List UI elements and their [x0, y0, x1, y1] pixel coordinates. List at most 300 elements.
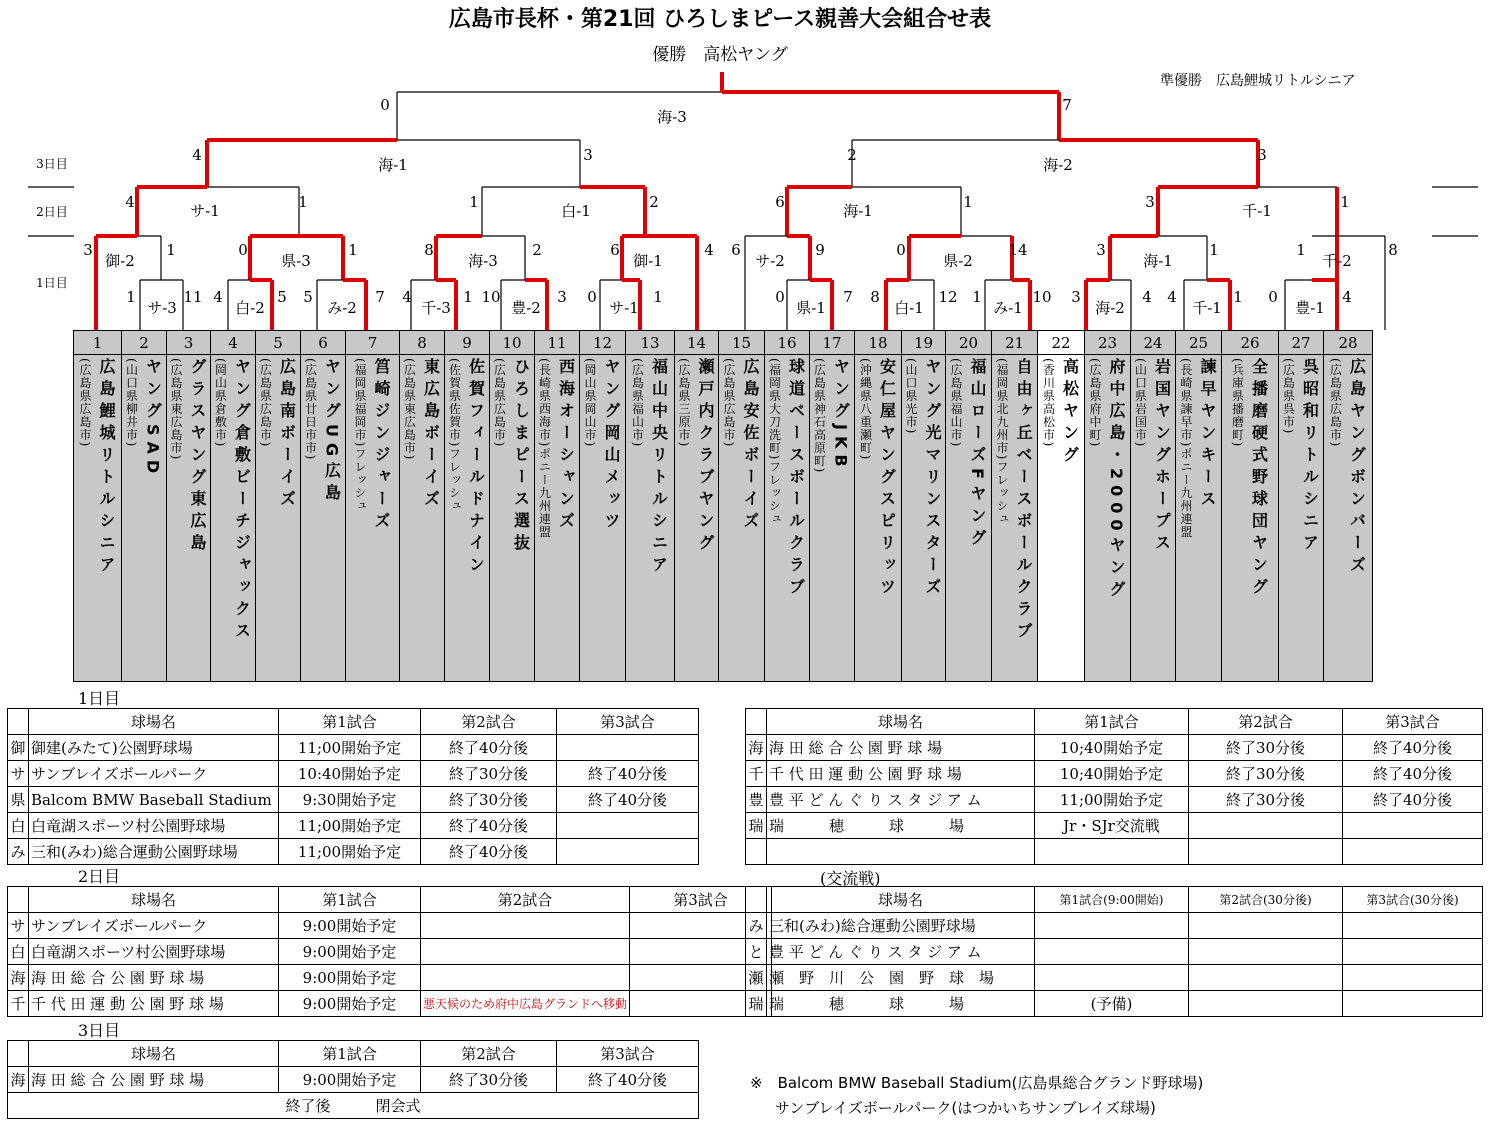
team-number: 7 [346, 331, 399, 355]
team-number: 19 [902, 331, 945, 355]
venue-code: 瑞 [746, 991, 767, 1017]
match-time: 10:40開始予定 [279, 761, 421, 787]
venue-code: 瀬 [746, 965, 767, 991]
header-cell: 第1試合 [279, 887, 421, 913]
match-time [1343, 913, 1483, 939]
score: 0 [896, 241, 906, 259]
team-cell [1279, 331, 1324, 682]
score: 1 [166, 241, 176, 259]
venue-name: 御建(みたて)公園野球場 [29, 735, 279, 761]
team-name: ヤング光マリンスターズ [923, 358, 942, 600]
team-cell [1222, 331, 1279, 682]
game-code: 海-2 [1043, 156, 1073, 174]
team-number: 28 [1324, 331, 1372, 355]
venue-code: 海 [746, 735, 767, 761]
team-location: (広島県東広島市) [402, 358, 417, 461]
game-code: 千-1 [1242, 202, 1272, 220]
header-cell: 第3試合 [1343, 709, 1483, 735]
team-number: 18 [855, 331, 901, 355]
team-cell [1176, 331, 1222, 682]
team-cell [490, 331, 535, 682]
runnerup-label: 準優勝 広島鯉城リトルシニア [1160, 73, 1356, 89]
score: 2 [649, 193, 659, 211]
venue-name: 瑞 穂 球 場 [767, 813, 1035, 839]
score: 1 [653, 288, 663, 306]
schedule-day1-right [745, 708, 1483, 865]
venue-name: 千 代 田 運 動 公 園 野 球 場 [29, 991, 279, 1017]
venue-code: サ [8, 913, 29, 939]
team-table [73, 330, 1373, 682]
match-time: 9:00開始予定 [279, 1067, 421, 1093]
team-location: (長崎県諫早市)ポニー九州連盟 [1179, 358, 1193, 539]
score: 8 [870, 288, 880, 306]
day-label-2: 2日目 [36, 205, 68, 219]
team-cell [1324, 331, 1373, 682]
score: 11 [183, 288, 203, 306]
header-cell: 球場名 [29, 709, 279, 735]
score: 7 [375, 288, 385, 306]
match-time [1343, 813, 1483, 839]
team-number: 21 [992, 331, 1037, 355]
team-cell [580, 331, 626, 682]
match-time: 終了40分後 [421, 839, 557, 865]
header-cell: 第3試合 [557, 1041, 699, 1067]
team-location: (山口県柳井市) [124, 358, 139, 448]
game-code: 県-1 [796, 299, 826, 317]
venue-name: Balcom BMW Baseball Stadium [29, 787, 279, 813]
header-cell: 第1試合 [1035, 709, 1189, 735]
score: 3 [83, 241, 93, 259]
team-location: (岡山県岡山市) [583, 358, 597, 448]
game-code: 県-3 [281, 252, 311, 270]
score: 2 [847, 146, 857, 164]
table-row [8, 991, 772, 1017]
venue-code: と [746, 939, 767, 965]
team-cell [855, 331, 902, 682]
score: 1 [348, 241, 358, 259]
team-number: 26 [1222, 331, 1278, 355]
venue-code [746, 839, 767, 865]
score: 12 [938, 288, 958, 306]
match-time: 終了40分後 [557, 1067, 699, 1093]
match-time: 終了30分後 [1189, 761, 1343, 787]
game-code: み-1 [993, 299, 1023, 317]
team-location: (福岡県福岡市)フレッシュ [353, 358, 367, 513]
match-time [421, 913, 630, 939]
score: 10 [1032, 288, 1052, 306]
score: 0 [380, 96, 390, 114]
venue-code: 海 [8, 1067, 29, 1093]
match-time [1189, 839, 1343, 865]
day2-label: 2日目 [78, 867, 121, 886]
header-cell: 第1試合(9:00開始) [1035, 887, 1189, 913]
header-cell: 第1試合 [279, 709, 421, 735]
team-cell [719, 331, 765, 682]
match-time [1343, 965, 1483, 991]
team-number: 14 [675, 331, 718, 355]
table-row [8, 965, 772, 991]
venue-code: み [8, 839, 29, 865]
match-time [1035, 913, 1189, 939]
venue-code: 千 [8, 991, 29, 1017]
day1-label: 1日目 [78, 689, 121, 708]
game-code: 海-1 [378, 156, 408, 174]
match-time: 10;40開始予定 [1035, 735, 1189, 761]
team-number: 23 [1085, 331, 1130, 355]
match-time: 10;40開始予定 [1035, 761, 1189, 787]
match-time: 終了30分後 [1189, 787, 1343, 813]
game-code: 御-2 [105, 252, 135, 270]
team-location: (広島県神石高原町) [812, 358, 827, 474]
match-time: 11;00開始予定 [279, 813, 421, 839]
team-cell [902, 331, 946, 682]
schedule-day3 [7, 1040, 699, 1119]
team-cell [256, 331, 301, 682]
header-cell: 第2試合(30分後) [1189, 887, 1343, 913]
match-time: (予備) [1035, 991, 1189, 1017]
team-name: 安仁屋ヤングスピリッツ [877, 358, 897, 600]
team-location: (広島県呉市) [1281, 358, 1296, 435]
venue-name: 瑞 穂 球 場 [767, 991, 1035, 1017]
venue-name: サンブレイズボールパーク [29, 913, 279, 939]
game-code: 海-1 [843, 202, 873, 220]
team-name: 福山ローズFヤング [968, 358, 987, 551]
team-location: (長崎県西海市)ポニー九州連盟 [537, 358, 552, 539]
team-name: 筥崎ジンジャーズ [372, 358, 391, 534]
team-cell [445, 331, 490, 682]
match-time: 終了40分後 [1343, 735, 1483, 761]
score: 4 [1342, 288, 1352, 306]
match-time: 終了40分後 [1343, 787, 1483, 813]
team-number: 5 [256, 331, 300, 355]
match-time: 終了40分後 [421, 735, 557, 761]
team-number: 9 [445, 331, 489, 355]
team-number: 22 [1038, 331, 1084, 355]
team-number: 4 [211, 331, 255, 355]
venue-code: み [746, 913, 767, 939]
score: 4 [1142, 288, 1152, 306]
match-time [421, 939, 630, 965]
score: 1 [1233, 288, 1243, 306]
team-number: 12 [580, 331, 625, 355]
team-location: (広島県三原市) [677, 358, 691, 448]
match-time [1035, 939, 1189, 965]
score: 4 [192, 146, 202, 164]
match-time: 9:00開始予定 [279, 939, 421, 965]
score: 1 [298, 193, 308, 211]
match-time: 終了30分後 [421, 1067, 557, 1093]
game-code: 海-3 [657, 108, 687, 126]
team-cell [765, 331, 810, 682]
game-code: 御-1 [633, 252, 663, 270]
table-row [746, 913, 1483, 939]
match-time: 終了40分後 [1343, 761, 1483, 787]
team-cell [1131, 331, 1176, 682]
team-name: 広島鯉城リトルシニア [97, 358, 116, 578]
match-time: 終了30分後 [1189, 735, 1343, 761]
score: 5 [277, 288, 287, 306]
team-cell [74, 331, 122, 682]
venue-code: 海 [8, 965, 29, 991]
header-cell [8, 709, 29, 735]
team-location: (福岡県大刀洗町)フレッシュ [767, 358, 782, 526]
game-code: サ-3 [147, 299, 177, 317]
team-number: 6 [301, 331, 345, 355]
venue-name: 三和(みわ)総合運動公園野球場 [29, 839, 279, 865]
team-location: (香川県高松市) [1041, 358, 1056, 448]
table-row [746, 787, 1483, 813]
match-time [1189, 913, 1343, 939]
team-number: 3 [167, 331, 210, 355]
team-number: 25 [1176, 331, 1221, 355]
venue-name: 豊 平 ど ん ぐ り ス タ ジ ア ム [767, 939, 1035, 965]
score: 1 [469, 193, 479, 211]
score: 4 [125, 193, 135, 211]
team-name: 広島ヤングボンバーズ [1347, 358, 1367, 578]
score: 1 [963, 193, 973, 211]
team-name: ヤングSAD [143, 358, 163, 480]
score: 4 [213, 288, 223, 306]
match-time [421, 965, 630, 991]
score: 1 [126, 288, 136, 306]
note-1: ※ Balcom BMW Baseball Stadium(広島県総合グランド野球場) [750, 1074, 1204, 1092]
team-cell [1085, 331, 1131, 682]
match-time [557, 735, 699, 761]
day-label-3: 3日目 [36, 157, 68, 171]
team-name: 岩国ヤングホープス [1152, 358, 1172, 556]
team-cell [211, 331, 256, 682]
team-name: 球道ベースボールクラブ [786, 358, 806, 600]
table-row [8, 735, 699, 761]
team-name: ヤングUG広島 [322, 358, 342, 507]
score: 3 [557, 288, 567, 306]
match-time [1035, 965, 1189, 991]
match-time: 11;00開始予定 [1035, 787, 1189, 813]
schedule-exchange [745, 886, 1483, 1017]
team-number: 16 [765, 331, 809, 355]
venue-name: サンブレイズボールパーク [29, 761, 279, 787]
team-name: 府中広島・2000ヤング [1107, 358, 1126, 603]
header-cell: 第2試合 [421, 709, 557, 735]
venue-name: 豊 平 ど ん ぐ り ス タ ジ ア ム [767, 787, 1035, 813]
score: 0 [1268, 288, 1278, 306]
team-cell [167, 331, 211, 682]
tournament-bracket [0, 0, 1499, 335]
team-location: (広島県広島市) [1328, 358, 1343, 448]
game-code: 海-1 [1143, 252, 1173, 270]
header-cell: 第2試合 [421, 1041, 557, 1067]
header-cell [746, 709, 767, 735]
venue-code: 県 [8, 787, 29, 813]
team-location: (岡山県倉敷市) [213, 358, 228, 448]
team-location: (広島県広島市) [78, 358, 92, 448]
team-name: グラスヤング東広島 [188, 358, 207, 556]
day3-label: 3日目 [78, 1021, 121, 1040]
team-cell [992, 331, 1038, 682]
note-2: サンブレイズボールパーク(はつかいちサンブレイズ球場) [775, 1099, 1156, 1117]
match-time: 11;00開始予定 [279, 735, 421, 761]
team-cell [301, 331, 346, 682]
table-row [746, 991, 1483, 1017]
venue-code: 瑞 [746, 813, 767, 839]
match-time [1035, 839, 1189, 865]
closing-ceremony: 終了後 閉会式 [8, 1093, 699, 1119]
score: 8 [1388, 241, 1398, 259]
team-number: 2 [122, 331, 166, 355]
match-time: 終了30分後 [421, 761, 557, 787]
match-time [1343, 939, 1483, 965]
team-cell [626, 331, 675, 682]
match-time: 9:00開始予定 [279, 965, 421, 991]
match-time [557, 839, 699, 865]
header-cell [8, 887, 29, 913]
team-name: 西海オーシャンズ [556, 358, 576, 534]
score: 10 [481, 288, 501, 306]
match-time [1343, 991, 1483, 1017]
header-cell: 第2試合 [421, 887, 630, 913]
team-location: (佐賀県佐賀市)フレッシュ [447, 358, 462, 513]
table-row [746, 965, 1483, 991]
champion-label: 優勝 高松ヤング [652, 45, 788, 65]
header-cell [8, 1041, 29, 1067]
venue-code: 白 [8, 939, 29, 965]
venue-code: 豊 [746, 787, 767, 813]
header-cell: 球場名 [767, 709, 1035, 735]
game-code: 県-2 [943, 252, 973, 270]
team-location: (広島県東広島市) [169, 358, 183, 461]
team-name: ヤング倉敷ビーチジャックス [232, 358, 252, 644]
game-code: サ-1 [190, 202, 220, 220]
team-name: ヤング岡山メッツ [602, 358, 621, 534]
venue-name: 瀬 野 川 公 園 野 球 場 [767, 965, 1035, 991]
team-cell [1038, 331, 1085, 682]
table-row [746, 839, 1483, 865]
team-number: 13 [626, 331, 674, 355]
team-number: 10 [490, 331, 534, 355]
team-location: (広島県福山市) [949, 358, 963, 448]
table-row [8, 939, 772, 965]
venue-name [767, 839, 1035, 865]
team-location: (広島県広島市) [722, 358, 736, 448]
match-time [1189, 965, 1343, 991]
header-cell: 第2試合 [1189, 709, 1343, 735]
team-location: (山口県岩国市) [1133, 358, 1148, 448]
team-name: 高松ヤング [1060, 358, 1080, 468]
team-cell [810, 331, 855, 682]
game-code: 千-3 [421, 299, 451, 317]
match-time [557, 813, 699, 839]
score: 1 [1209, 241, 1219, 259]
score: 4 [402, 288, 412, 306]
match-time: 終了40分後 [557, 787, 699, 813]
table-row [8, 1067, 699, 1093]
venue-name: 白竜湖スポーツ村公園野球場 [29, 813, 279, 839]
score: 4 [704, 241, 714, 259]
team-name: 福山中央リトルシニア [649, 358, 669, 578]
team-location: (兵庫県播磨町) [1230, 358, 1245, 448]
score: 14 [1008, 241, 1028, 259]
score: 4 [1167, 288, 1177, 306]
game-code: み-2 [327, 299, 357, 317]
score: 1 [972, 288, 982, 306]
score: 7 [1062, 96, 1072, 114]
table-row [746, 939, 1483, 965]
score: 0 [587, 288, 597, 306]
game-code: サ-1 [609, 299, 639, 317]
team-name: ひろしまピース選抜 [511, 358, 531, 556]
team-location: (広島県広島市) [492, 358, 507, 448]
match-time [1189, 991, 1343, 1017]
game-code: 海-3 [468, 252, 498, 270]
header-cell: 球場名 [767, 887, 1035, 913]
score: 3 [583, 146, 593, 164]
table-row [8, 813, 699, 839]
match-time: 9:00開始予定 [279, 991, 421, 1017]
page-title: 広島市長杯・第21回 ひろしまピース親善大会組合せ表 [448, 7, 992, 32]
venue-code: サ [8, 761, 29, 787]
score: 1 [463, 288, 473, 306]
table-row [8, 787, 699, 813]
team-number: 20 [946, 331, 991, 355]
team-number: 8 [400, 331, 444, 355]
team-location: (沖縄県八重瀬町) [858, 358, 873, 461]
team-cell [675, 331, 719, 682]
table-row [8, 761, 699, 787]
team-number: 15 [719, 331, 764, 355]
score: 7 [843, 288, 853, 306]
game-code: 白-2 [235, 299, 265, 317]
score: 3 [1145, 193, 1155, 211]
game-code: 千-1 [1192, 299, 1222, 317]
team-name: 広島安佐ボーイズ [741, 358, 760, 534]
game-code: 海-2 [1095, 299, 1125, 317]
header-cell [746, 887, 767, 913]
team-cell [535, 331, 580, 682]
match-time [1189, 939, 1343, 965]
score: 6 [731, 241, 741, 259]
header-cell: 球場名 [29, 887, 279, 913]
venue-name: 海 田 総 合 公 園 野 球 場 [767, 735, 1035, 761]
team-cell [346, 331, 400, 682]
header-cell: 第3試合(30分後) [1343, 887, 1483, 913]
match-time: 悪天候のため府中広島グランドへ移動 [421, 991, 630, 1017]
team-cell [400, 331, 445, 682]
schedule-day2 [7, 886, 772, 1017]
match-time: 9:30開始予定 [279, 787, 421, 813]
match-time: 終了40分後 [557, 761, 699, 787]
venue-name: 海 田 総 合 公 園 野 球 場 [29, 965, 279, 991]
table-row [746, 735, 1483, 761]
score: 9 [815, 241, 825, 259]
team-name: 自由ヶ丘ベースボールクラブ [1014, 358, 1033, 644]
game-code: サ-2 [755, 252, 785, 270]
venue-name: 千 代 田 運 動 公 園 野 球 場 [767, 761, 1035, 787]
team-number: 24 [1131, 331, 1175, 355]
score: 3 [1257, 146, 1267, 164]
table-row [8, 839, 699, 865]
team-location: (広島県府中町) [1088, 358, 1102, 448]
team-number: 17 [810, 331, 854, 355]
team-number: 27 [1279, 331, 1323, 355]
schedule-day1 [7, 708, 699, 865]
team-name: ヤングJKB [831, 358, 851, 473]
table-row [746, 761, 1483, 787]
table-row [8, 913, 772, 939]
team-cell [946, 331, 992, 682]
team-name: 広島南ボーイズ [277, 358, 297, 512]
match-time: 終了40分後 [421, 813, 557, 839]
team-name: 呉昭和リトルシニア [1300, 358, 1320, 556]
